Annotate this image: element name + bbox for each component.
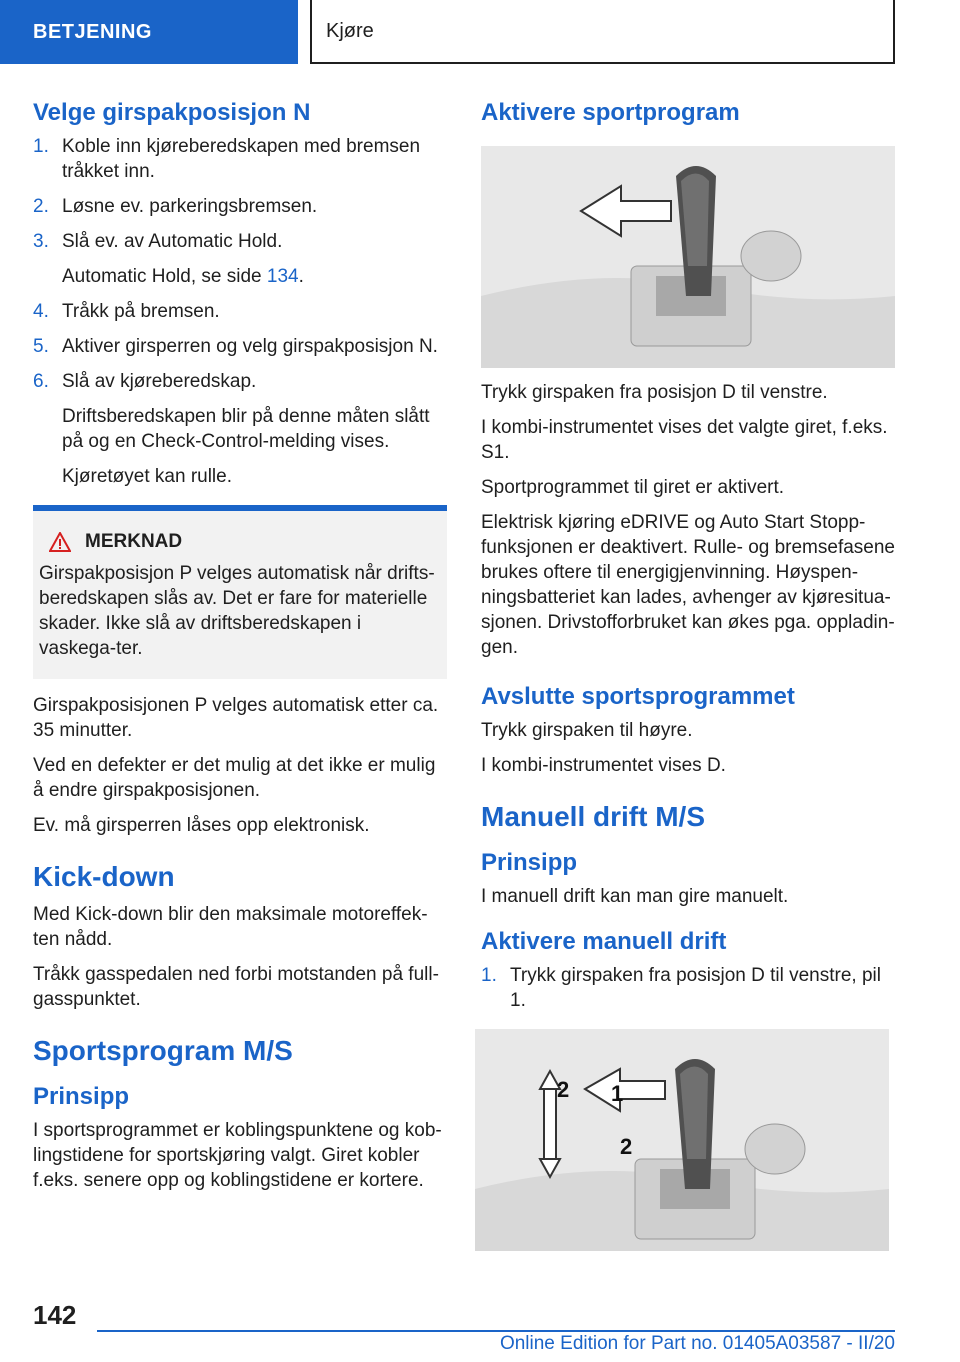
step-text: Tråkk på bremsen. (62, 301, 220, 322)
list-item (33, 369, 447, 489)
list-item (481, 963, 895, 1013)
manual-mode-figure (475, 1029, 889, 1251)
step-number: 6. (33, 371, 49, 392)
footer-divider (97, 1330, 895, 1332)
right-column (481, 98, 895, 1251)
page-number: 142 (33, 1300, 77, 1330)
arrow-label-2-up: 2 (557, 1077, 570, 1102)
page-link[interactable]: 134 (266, 266, 299, 287)
heading-activate-manual: Aktivere manuell drift (481, 928, 727, 955)
section-tab (0, 0, 298, 64)
list-item (33, 194, 447, 219)
paragraph: I sportsprogrammet er koblingspunktene og kob-lingstidene for sportskjøring valgt. Giret kobler f.eks. senere opp og koblingstidene er kortere. (33, 1120, 442, 1191)
chapter-title: Kjøre (326, 19, 374, 42)
paragraph: Trykk girspaken fra posisjon D til venstre. (481, 382, 828, 403)
step-number: 3. (33, 231, 49, 252)
step-text: Slå av kjøreberedskap. (62, 371, 257, 392)
notice-text: Girspakposisjon P velges automatisk når drifts-beredskapen slås av. Det er fare for materielle skader. Ikke slå av driftsberedskapen i vaskega-ter. (39, 563, 435, 659)
list-item (33, 334, 447, 359)
arrow-label-1: 1 (611, 1081, 624, 1106)
list-item (33, 299, 447, 324)
step-number: 5. (33, 336, 49, 357)
section-title: BETJENING (33, 20, 152, 43)
notice-box (33, 505, 447, 679)
warning-icon (49, 532, 71, 552)
step-reference (62, 264, 447, 289)
list-item (33, 134, 447, 184)
paragraph: I manuell drift kan man gire manuelt. (481, 886, 789, 907)
chapter-tab (310, 0, 895, 64)
step-text: Slå ev. av Automatic Hold. (62, 231, 283, 252)
step-text: Aktiver girsperren og velg girspakposisjon N. (62, 336, 438, 357)
heading-end-sport: Avslutte sportsprogrammet (481, 683, 795, 710)
paragraph: Med Kick-down blir den maksimale motoreffek-ten nådd. (33, 904, 428, 950)
heading-neutral: Velge girspakposisjon N (33, 99, 311, 126)
heading-activate-sport: Aktivere sportprogram (481, 99, 740, 126)
step-text: Koble inn kjøreberedskapen med bremsen tråkket inn. (62, 136, 421, 182)
notice-header (39, 531, 439, 553)
heading-manual: Manuell drift M/S (481, 801, 705, 832)
step-text: Løsne ev. parkeringsbremsen. (62, 196, 318, 217)
heading-sportsprogram: Sportsprogram M/S (33, 1035, 293, 1066)
ref-text: Automatic Hold, se side (62, 266, 267, 287)
notice-title: MERKNAD (85, 531, 183, 552)
paragraph: Elektrisk kjøring eDRIVE og Auto Start Stopp-funksjonen er deaktivert. Rulle- og bremsefasene brukes oftere til energigjenvinning. Høyspen-ningsbatteriet kan lades, avhenger av kjøresitua-sjonen. Drivstofforbruket kan økes pga. oppladin-gen. (481, 512, 896, 658)
gear-lever-figure (481, 146, 895, 368)
paragraph: Girspakposisjonen P velges automatisk etter ca. 35 minutter. (33, 695, 439, 741)
arrow-label-2-down: 2 (620, 1134, 633, 1159)
heading-principle: Prinsipp (33, 1083, 130, 1110)
left-column (33, 98, 447, 1203)
footer-edition: Online Edition for Part no. 01405A03587 - II/20 (499, 1333, 895, 1354)
paragraph: Sportprogrammet til giret er aktivert. (481, 477, 785, 498)
heading-kickdown: Kick-down (33, 861, 175, 892)
step-number: 1. (33, 136, 49, 157)
step-number: 1. (481, 965, 497, 986)
paragraph: Tråkk gasspedalen ned forbi motstanden på full-gasspunktet. (33, 964, 439, 1010)
paragraph: Ev. må girsperren låses opp elektronisk. (33, 815, 370, 836)
step-text: Trykk girspaken fra posisjon D til venstre, pil 1. (510, 965, 881, 1011)
ref-period: . (298, 266, 304, 287)
steps-manual (481, 963, 895, 1013)
paragraph: Trykk girspaken til høyre. (481, 720, 693, 741)
paragraph: Ved en defekter er det mulig at det ikke er mulig å endre girspakposisjonen. (33, 755, 436, 801)
heading-principle: Prinsipp (481, 849, 578, 876)
paragraph: I kombi-instrumentet vises det valgte giret, f.eks. S1. (481, 417, 888, 463)
gear-lever-illustration (481, 146, 895, 368)
step-note: Driftsberedskapen blir på denne måten slått på og en Check-Control-melding vises. (62, 406, 430, 452)
step-number: 4. (33, 301, 49, 322)
manual-mode-illustration (475, 1029, 889, 1251)
paragraph: I kombi-instrumentet vises D. (481, 755, 726, 776)
step-number: 2. (33, 196, 49, 217)
steps-neutral (33, 134, 447, 489)
list-item (33, 229, 447, 289)
step-note: Kjøretøyet kan rulle. (62, 466, 232, 487)
